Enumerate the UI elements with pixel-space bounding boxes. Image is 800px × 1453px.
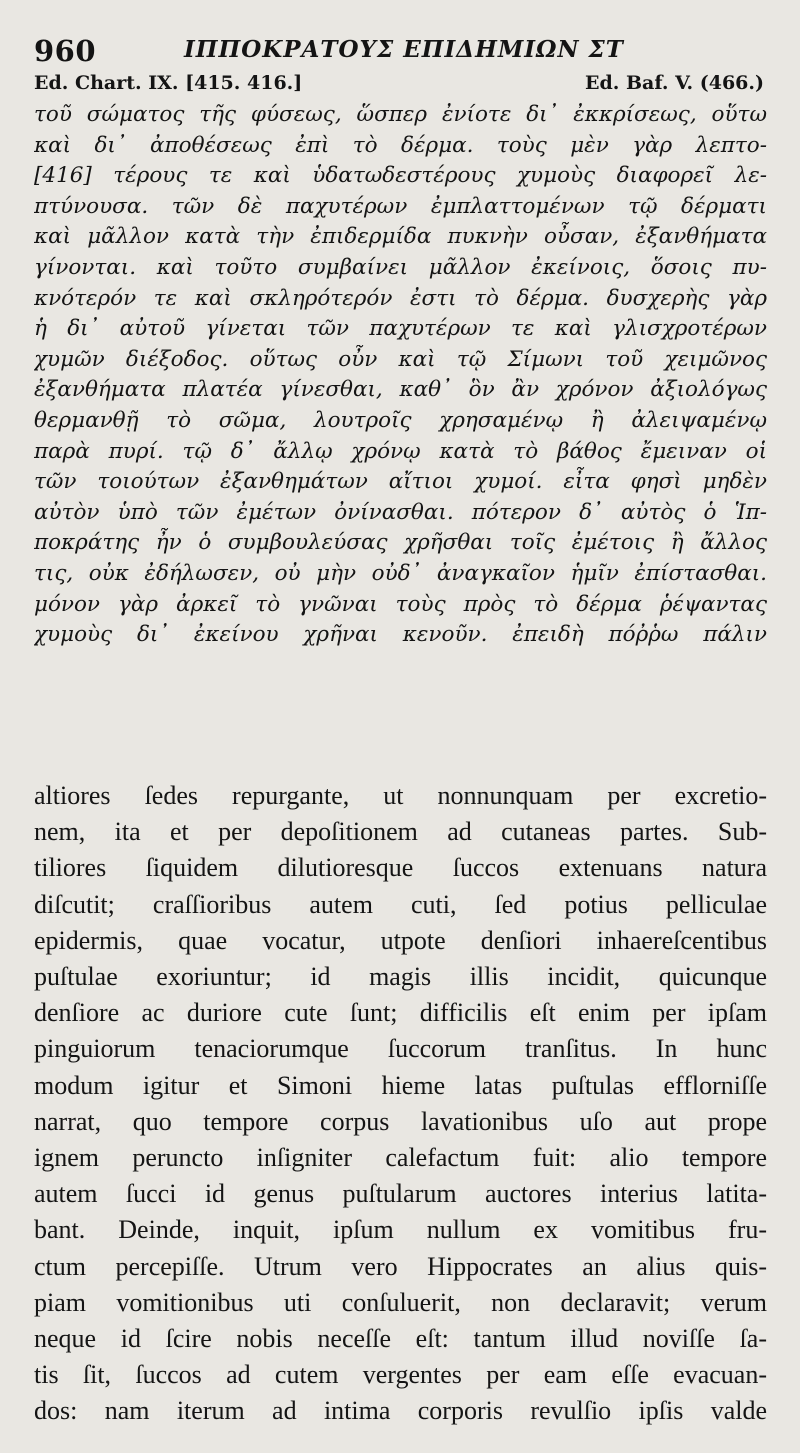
latin-text-line: autem ſucci id genus puſtularum auctores interius latita- [34, 1179, 767, 1209]
latin-text-block [34, 778, 767, 1430]
latin-text-line: ctum percepiſſe. Utrum vero Hippocrates an alius quis- [34, 1251, 767, 1281]
greek-text-line: τοῦ σώματος τῆς φύσεως, ὥσπερ ἐνίοτε δι᾽ ἐκκρίσεως, οὕτω [34, 102, 767, 127]
latin-text-line: puſtulae exoriuntur; id magis illis incidit, quicunque [34, 962, 767, 992]
latin-text-line: dos: nam iterum ad intima corporis revulſio ipſis valde [34, 1396, 767, 1426]
greek-text-line: [416] τέρους τε καὶ ὑδατωδεστέρους χυμοὺς διαφορεῖ λε- [34, 163, 767, 189]
latin-text-line: nem, ita et per depoſitionem ad cutaneas partes. Sub- [34, 817, 767, 847]
edition-reference-basel: Ed. Baf. V. (466.) [585, 72, 764, 94]
latin-text-line: tiliores ſiquidem dilutioresque ſuccos extenuans natura [34, 853, 767, 883]
greek-text-block [34, 100, 767, 651]
greek-text-line: ἐξανθήματα πλατέα γίνεσθαι, καθ᾽ ὃν ἂν χρόνον ἀξιολόγως [34, 377, 767, 403]
latin-text-line: altiores ſedes repurgante, ut nonnunquam per excretio- [34, 781, 767, 810]
latin-text-line: pinguiorum tenaciorumque ſuccorum tranſitus. In hunc [34, 1034, 767, 1064]
greek-text-line: καὶ δι᾽ ἀποθέσεως ἐπὶ τὸ δέρμα. τοὺς μὲν γὰρ λεπτο- [34, 132, 767, 158]
edition-references [34, 72, 764, 98]
latin-text-line: diſcutit; craſſioribus autem cuti, ſed potius pelliculae [34, 889, 767, 919]
latin-text-line: modum igitur et Simoni hieme latas puſtulas efflorniſſe [34, 1070, 767, 1100]
greek-text-line: ἡ δι᾽ αὐτοῦ γίνεται τῶν παχυτέρων τε καὶ γλισχροτέρων [34, 316, 767, 342]
latin-text-line: neque id ſcire nobis neceſſe eſt: tantum illud noviſſe ſa- [34, 1324, 767, 1354]
greek-text-line: μόνον γὰρ ἀρκεῖ τὸ γνῶναι τοὺς πρὸς τὸ δέρμα ῥέψαντας [34, 591, 767, 617]
edition-reference-chart: Ed. Chart. IX. [415. 416.] [34, 72, 303, 94]
latin-text-line: epidermis, quae vocatur, utpote denſiori inhaereſcentibus [34, 925, 767, 955]
latin-text-line: piam vomitionibus uti conſuluerit, non declaravit; verum [34, 1287, 767, 1317]
greek-text-line: τις, οὐκ ἐδήλωσεν, οὐ μὴν οὐδ᾽ ἀναγκαῖον ἡμῖν ἐπίστασθαι. [34, 560, 767, 586]
latin-text-line: bant. Deinde, inquit, ipſum nullum ex vomitibus fru- [34, 1215, 767, 1245]
running-title: ΙΠΠΟΚΡΑΤΟΥΣ ΕΠΙΔΗΜΙΩΝ ΣΤ [184, 36, 624, 63]
latin-text-line: narrat, quo tempore corpus lavationibus uſo aut prope [34, 1106, 767, 1136]
greek-text-line: τῶν τοιούτων ἐξανθημάτων αἴτιοι χυμοί. εἶτα φησὶ μηδὲν [34, 469, 767, 495]
greek-text-line: γίνονται. καὶ τοῦτο συμβαίνει μᾶλλον ἐκείνοις, ὅσοις πυ- [34, 254, 767, 280]
greek-text-line: καὶ μᾶλλον κατὰ τὴν ἐπιδερμίδα πυκνὴν οὖσαν, ἐξανθήματα [34, 224, 767, 250]
latin-text-line: ignem peruncto inſigniter calefactum fuit: alio tempore [34, 1143, 767, 1173]
page-header [34, 30, 774, 70]
greek-text-line: θερμανθῇ τὸ σῶμα, λουτροῖς χρησαμένῳ ἢ ἀλειψαμένῳ [34, 407, 767, 433]
greek-text-line: αὐτὸν ὑπὸ τῶν ἐμέτων ὀνίνασθαι. πότερον δ᾽ αὐτὸς ὁ Ἱπ- [34, 499, 767, 525]
latin-text-line: tis ſit, ſuccos ad cutem vergentes per eam eſſe evacuan- [34, 1360, 767, 1390]
greek-text-line: χυμοὺς δι᾽ ἐκείνου χρῆναι κενοῦν. ἐπειδὴ πόῤῥω πάλιν [34, 622, 767, 648]
greek-text-line: χυμῶν διέξοδος. οὕτως οὖν καὶ τῷ Σίμωνι τοῦ χειμῶνος [34, 346, 767, 372]
greek-text-line: κνότερόν τε καὶ σκληρότερόν ἐστι τὸ δέρμα. δυσχερὴς γὰρ [34, 285, 767, 311]
greek-text-line: πτύνουσα. τῶν δὲ παχυτέρων ἐμπλαττομένων τῷ δέρματι [34, 193, 767, 219]
latin-text-line: denſiore ac duriore cute ſunt; difficilis eſt enim per ipſam [34, 998, 767, 1028]
greek-text-line: παρὰ πυρί. τῷ δ᾽ ἄλλῳ χρόνῳ κατὰ τὸ βάθος ἔμειναν οἱ [34, 438, 767, 464]
page-number: 960 [34, 34, 97, 68]
greek-text-line: ποκράτης ἦν ὁ συμβουλεύσας χρῆσθαι τοῖς ἐμέτοις ἢ ἄλλος [34, 530, 767, 556]
